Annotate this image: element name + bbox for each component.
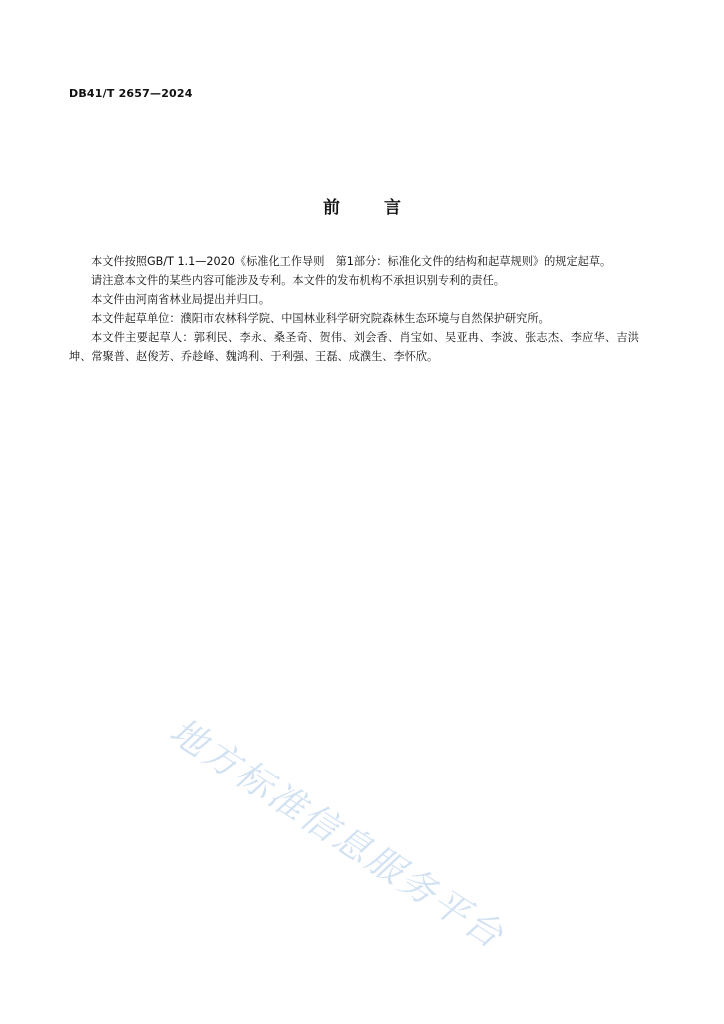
paragraph-proposer: 本文件由河南省林业局提出并归口。 bbox=[91, 293, 271, 306]
paragraph-drafting-units: 本文件起草单位：濮阳市农林科学院、中国林业科学研究院森林生态环境与自然保护研究所。 bbox=[91, 312, 550, 325]
watermark-text: 地方标准信息服务平台 bbox=[162, 710, 512, 958]
document-code: DB41/T 2657—2024 bbox=[69, 87, 193, 100]
foreword-body bbox=[69, 252, 639, 366]
paragraph-drafters: 本文件主要起草人：郭利民、李永、桑圣奇、贺伟、刘会香、肖宝如、吴亚冉、李波、张志杰、李应华、吉洪坤、常聚普、赵俊芳、乔趁峰、魏鸿利、于利强、王磊、成濮生、李怀欣。 bbox=[69, 331, 639, 363]
section-title bbox=[0, 193, 724, 218]
section-title-part1: 前 bbox=[323, 198, 340, 218]
paragraph-patent-notice: 请注意本文件的某些内容可能涉及专利。本文件的发布机构不承担识别专利的责任。 bbox=[91, 274, 505, 287]
section-title-part2: 言 bbox=[384, 198, 401, 218]
paragraph-drafting-rules: 本文件按照GB/T 1.1—2020《标准化工作导则 第1部分：标准化文件的结构和起草规则》的规定起草。 bbox=[91, 255, 612, 268]
